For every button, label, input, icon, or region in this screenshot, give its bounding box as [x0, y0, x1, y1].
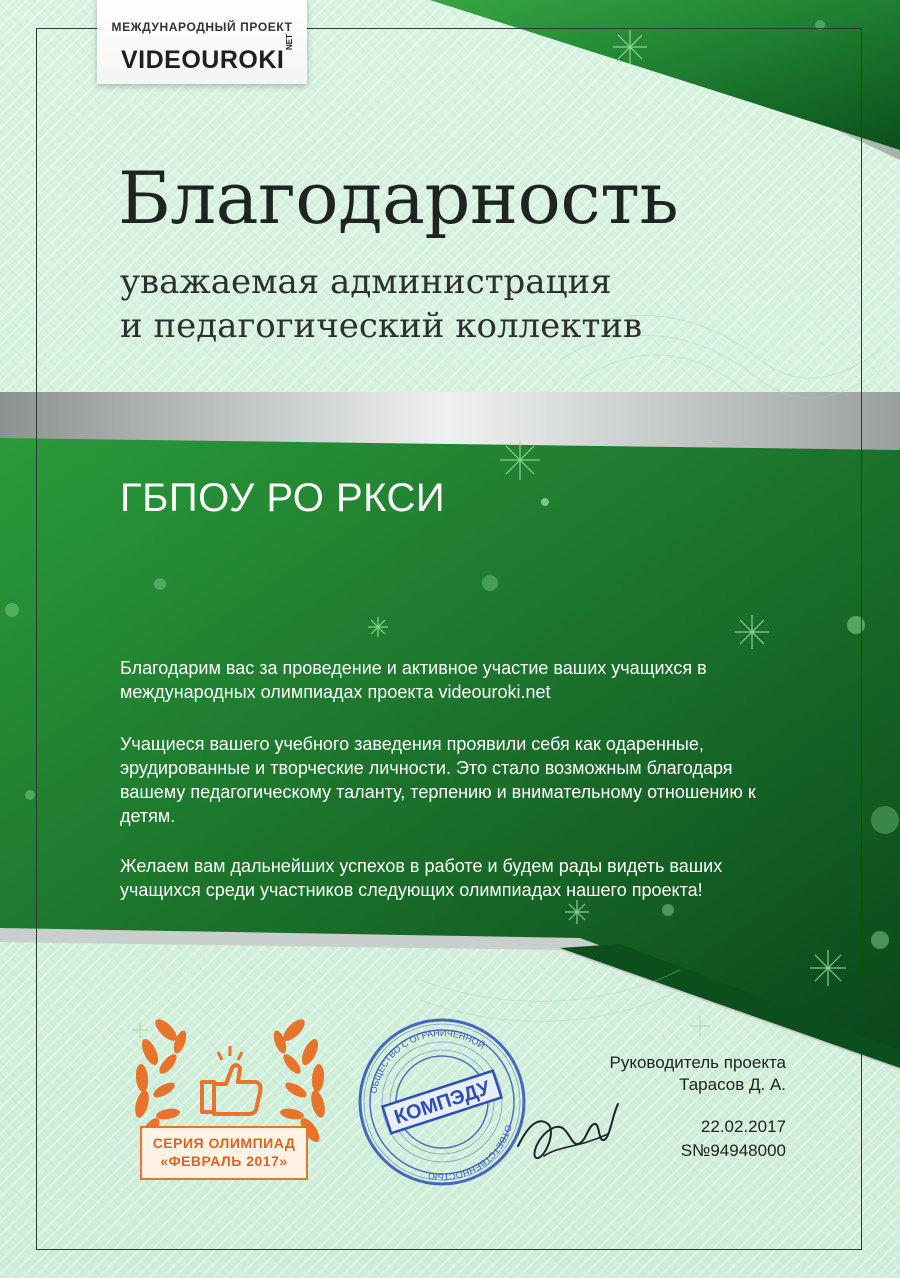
- serial-number: S№94948000: [680, 1141, 786, 1160]
- badge-line-1: СЕРИЯ ОЛИМПИАД: [152, 1135, 296, 1151]
- signatory-role: Руководитель проекта: [609, 1053, 786, 1072]
- svg-text:ОТВЕТСТВЕННОСТЬЮ: ОТВЕТСТВЕННОСТЬЮ: [427, 1123, 514, 1183]
- subtitle-line-1: уважаемая администрация: [120, 262, 612, 302]
- signature: [508, 1086, 628, 1176]
- olympiad-series-badge: [140, 1126, 308, 1180]
- body-paragraph-1: Благодарим вас за проведение и активное участие ваших учащихся в международных олимпиадах проекта videouroki.net: [120, 658, 707, 702]
- stamp-center-text: КОМПЭДУ: [391, 1077, 494, 1129]
- project-logo: [97, 0, 307, 84]
- logo-wordmark: VIDEOUROKI: [121, 46, 285, 74]
- body-paragraph-3: Желаем вам дальнейших успехов в работе и будем рады видеть ваших учащихся среди участников следующих олимпиадах нашего проекта!: [120, 856, 723, 900]
- company-stamp: [352, 1012, 532, 1192]
- organization-name: ГБПОУ РО РКСИ: [120, 476, 446, 520]
- project-caption: МЕЖДУНАРОДНЫЙ ПРОЕКТ: [111, 20, 293, 34]
- certificate-title: Благодарность: [118, 156, 679, 240]
- thumbs-up-icon: [202, 1065, 261, 1114]
- body-paragraph-2: Учащиеся вашего учебного заведения проявили себя как одаренные, эрудированные и творческие личности. Это стало возможным благодаря вашему педагогическому таланту, терпению и внимательному отношению к детям.: [120, 734, 756, 826]
- logo-suffix: NET: [285, 34, 294, 50]
- badge-line-2: «ФЕВРАЛЬ 2017»: [160, 1153, 288, 1169]
- issue-date: 22.02.2017: [700, 1117, 786, 1136]
- svg-text:ОБЩЕСТВО С ОГРАНИЧЕННОЙ: ОБЩЕСТВО С ОГРАНИЧЕННОЙ: [368, 1027, 487, 1095]
- subtitle-line-2: и педагогический коллектив: [120, 306, 643, 346]
- signatory-name: Тарасов Д. А.: [679, 1075, 786, 1094]
